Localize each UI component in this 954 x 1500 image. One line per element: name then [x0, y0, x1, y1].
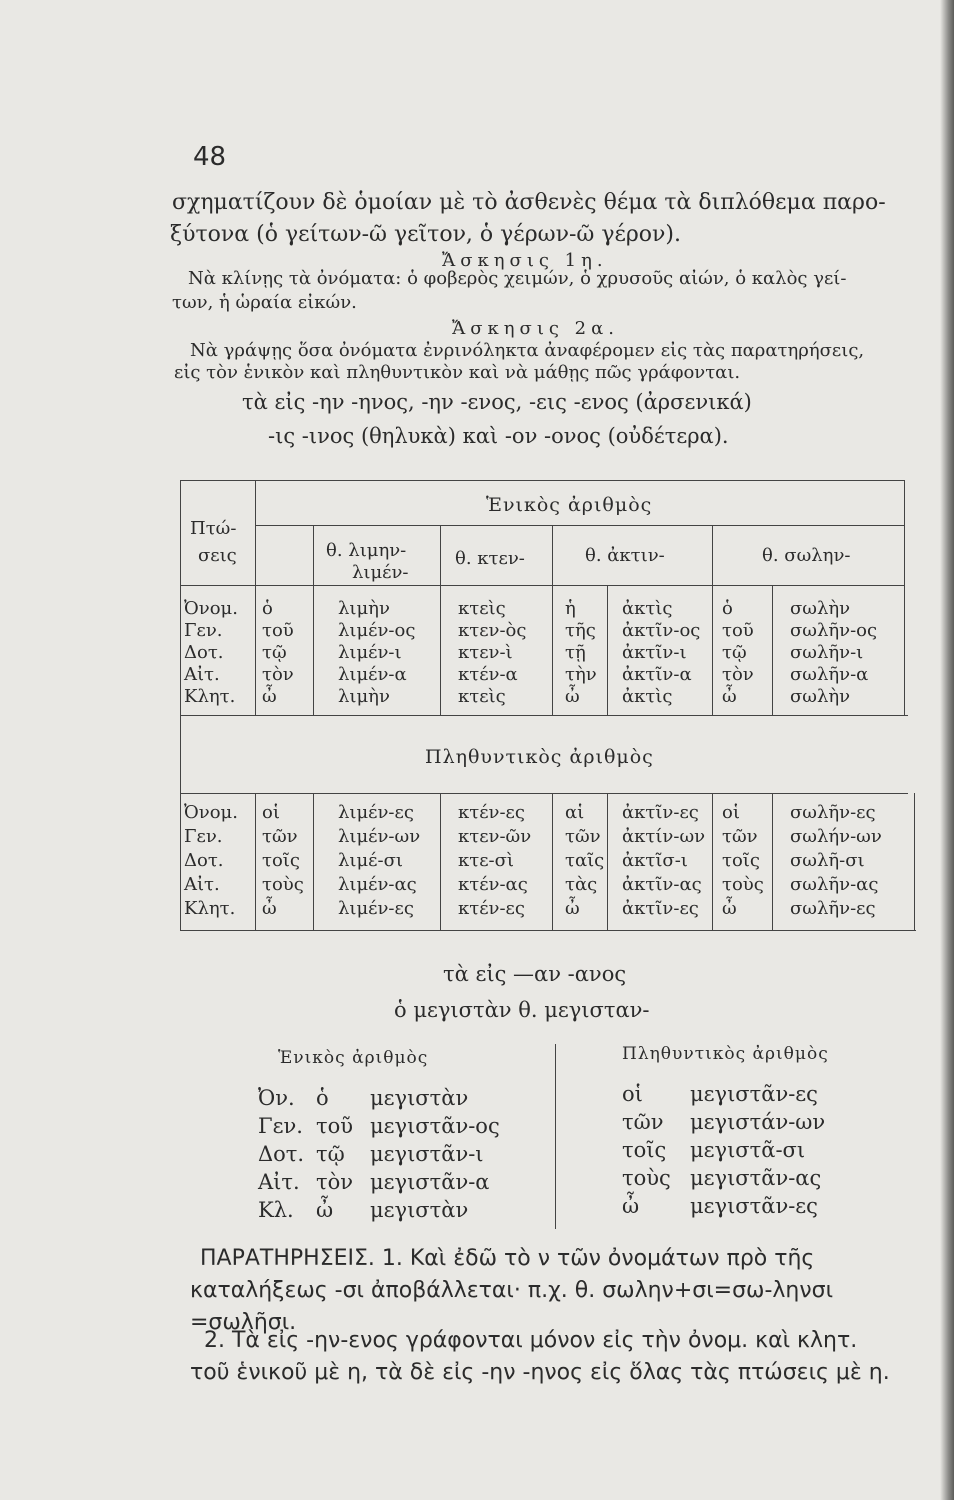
megistan-singular-word: μεγιστὰν [370, 1198, 469, 1222]
megistan-singular-case: Ὀν. [258, 1086, 295, 1110]
cell-w1: λιμὴν [338, 686, 390, 707]
cell-art3: τῇ [565, 642, 586, 663]
cell-case: Δοτ. [184, 642, 224, 663]
megistan-singular-word: μεγιστᾶν-ι [370, 1142, 484, 1166]
cell-w2: κτέν-ες [458, 802, 525, 823]
cell-w3: ἀκτῖν-α [622, 664, 692, 685]
cell-art4: ὁ [722, 598, 733, 619]
cell-art4: ὦ [722, 898, 737, 919]
plural-title: Πληθυντικὸς ἀριθμὸς [425, 746, 654, 768]
cell-w2: κτέν-ας [458, 874, 528, 895]
cell-art1: τῷ [262, 642, 287, 663]
cell-art3: ταῖς [565, 850, 605, 871]
megistan-singular-art: ὁ [316, 1086, 329, 1110]
cell-w3: ἀκτίν-ων [622, 826, 706, 847]
cell-art1: ὦ [262, 898, 277, 919]
cell-w1: λιμὴν [338, 598, 390, 619]
cell-w4: σωλῆν-ας [790, 874, 879, 895]
page-edge-shadow [940, 0, 954, 1500]
exercise-1-line-1: Νὰ κλίνῃς τὰ ὀνόματα: ὁ φοβερὸς χειμών, ὁ χρυσοῦς αἰών, ὁ καλὸς γεί- [188, 268, 847, 289]
table-plural-top-rule [180, 793, 908, 794]
cell-art3: τὴν [565, 664, 597, 685]
table-singular-bottom-rule [180, 715, 908, 716]
cell-art3: ὦ [565, 686, 580, 707]
megistan-plural-art: οἱ [622, 1082, 643, 1106]
singular-title: Ἑνικὸς ἀριθμὸς [486, 494, 653, 516]
cell-w4: σωλῆν-ες [790, 898, 876, 919]
stem-2: θ. κτεν- [455, 548, 525, 569]
stem-3: θ. ἀκτιν- [585, 545, 665, 566]
cell-w4: σωλὴν [790, 686, 851, 707]
exercise-1-line-2: των, ἡ ὡραία εἰκών. [172, 292, 357, 313]
table-col-divider-2 [440, 526, 441, 715]
cell-w1: λιμέν-ος [338, 620, 416, 641]
intro-line-2: ξύτονα (ὁ γείτων-ῶ γεῖτον, ὁ γέρων-ῶ γέρον). [170, 222, 681, 247]
cell-art3: τῆς [565, 620, 596, 641]
megistan-singular-art: τῷ [316, 1142, 345, 1166]
stem-1-line-1: θ. λιμην- [326, 540, 407, 561]
table-col-divider-1 [313, 526, 314, 715]
cell-w2: κτεν-ὶ [458, 642, 513, 663]
megistan-singular-art: ὦ [316, 1198, 334, 1222]
cell-case: Ὀνομ. [184, 802, 238, 823]
cell-art1: τοὺς [262, 874, 304, 895]
stem-4: θ. σωλην- [762, 545, 851, 566]
cell-case: Δοτ. [184, 850, 224, 871]
megistan-singular-title: Ἑνικὸς ἀριθμὸς [278, 1048, 429, 1068]
cell-art4: τοὺς [722, 874, 764, 895]
cell-w4: σωλῆν-ι [790, 642, 864, 663]
cell-art4: τοῦ [722, 620, 754, 641]
cell-w3: ἀκτῖν-ες [622, 898, 699, 919]
table-col-divider-4 [607, 585, 608, 715]
cell-w1: λιμέ-σι [338, 850, 403, 871]
table-col-divider-3p [552, 793, 553, 930]
cell-w2: κτέν-α [458, 664, 518, 685]
cell-w1: λιμέν-ας [338, 874, 417, 895]
megistan-singular-word: μεγιστᾶν-α [370, 1170, 490, 1194]
intro-line-1: σχηματίζουν δὲ ὁμοίαν μὲ τὸ ἀσθενὲς θέμα τὰ διπλόθεμα παρο- [172, 190, 886, 215]
megistan-plural-art: τοῖς [622, 1138, 667, 1162]
megistan-singular-case: Κλ. [258, 1198, 294, 1222]
megistan-singular-case: Δοτ. [258, 1142, 305, 1166]
cell-art1: οἱ [262, 802, 280, 823]
cell-w3: ἀκτῖν-ες [622, 802, 699, 823]
notes-line-2: καταλήξεως -σι ἀποβάλλεται· π.χ. θ. σωλην+σι=σω-ληνσι [190, 1278, 834, 1303]
cell-w1: λιμέν-ες [338, 898, 414, 919]
table-case-divider-plural [255, 793, 256, 930]
cell-w4: σωλῆν-ες [790, 802, 876, 823]
cell-art3: ἡ [565, 598, 576, 619]
table-bottom-rule [180, 930, 916, 931]
cell-w2: κτεὶς [458, 598, 506, 619]
cell-art1: τὸν [262, 664, 294, 685]
cell-art4: ὦ [722, 686, 737, 707]
table-col-divider-5 [712, 526, 713, 715]
table-col-divider-4p [607, 793, 608, 930]
cases-label-1: Πτώ- [190, 518, 237, 539]
cell-case: Κλητ. [184, 686, 236, 707]
table-right-rule-plural [914, 793, 915, 930]
stem-1-line-2: λιμέν- [352, 562, 409, 583]
page-number: 48 [193, 142, 227, 172]
exercise-2-line-2: εἰς τὸν ἑνικὸν καὶ πληθυντικὸν καὶ νὰ μάθῃς πῶς γράφονται. [174, 362, 741, 383]
cell-w3: ἀκτῖσ-ι [622, 850, 688, 871]
megistan-singular-case: Αἰτ. [258, 1170, 300, 1194]
cell-art4: οἱ [722, 802, 740, 823]
cell-art1: τοῦ [262, 620, 294, 641]
cell-art3: τὰς [565, 874, 598, 895]
exercise-2-heading: Ἄσκησις 2α. [452, 318, 620, 339]
cell-w2: κτέν-ες [458, 898, 525, 919]
table-col-divider-6p [772, 793, 773, 930]
megistan-rule: τὰ εἰς —αν -ανος [443, 962, 627, 986]
table-case-divider [255, 480, 256, 715]
megistan-plural-word: μεγιστάν-ων [690, 1110, 826, 1134]
cell-art3: αἱ [565, 802, 585, 823]
table-col-divider-1p [313, 793, 314, 930]
cases-label-2: σεις [198, 545, 237, 566]
megistan-plural-art: τῶν [622, 1110, 664, 1134]
cell-w2: κτε-σὶ [458, 850, 514, 871]
cell-w3: ἀκτῖν-ος [622, 620, 701, 641]
megistan-plural-word: μεγιστᾶν-ας [690, 1166, 822, 1190]
table-col-divider-3 [552, 526, 553, 715]
exercise-2-line-1: Νὰ γράψῃς ὅσα ὀνόματα ἐνρινόληκτα ἀναφέρομεν εἰς τὰς παρατηρήσεις, [190, 340, 865, 361]
table-top-rule [180, 480, 904, 481]
megistan-plural-title: Πληθυντικὸς ἀριθμὸς [622, 1044, 829, 1064]
cell-art4: τοῖς [722, 850, 760, 871]
megistan-plural-art: τοὺς [622, 1166, 671, 1190]
table-header-rule [255, 525, 905, 526]
notes-line-5: τοῦ ἑνικοῦ μὲ η, τὰ δὲ εἰς -ην -ηνος εἰς ὅλας τὰς πτώσεις μὲ η. [190, 1360, 890, 1385]
table-left-rule [180, 480, 181, 930]
cell-w1: λιμέν-ες [338, 802, 414, 823]
cell-w3: ἀκτὶς [622, 598, 673, 619]
cell-w2: κτεν-ῶν [458, 826, 532, 847]
cell-art3: τῶν [565, 826, 601, 847]
cell-case: Γεν. [184, 620, 223, 641]
cell-w3: ἀκτῖν-ι [622, 642, 687, 663]
cell-w3: ἀκτῖν-ας [622, 874, 702, 895]
cell-case: Αἰτ. [184, 664, 220, 685]
megistan-divider [555, 1044, 556, 1229]
table-col-divider-6 [772, 585, 773, 715]
cell-w2: κτεὶς [458, 686, 506, 707]
megistan-plural-art: ὦ [622, 1194, 640, 1218]
cell-art1: τῶν [262, 826, 298, 847]
megistan-plural-word: μεγιστᾶ-σι [690, 1138, 806, 1162]
notes-line-4: 2. Τὰ εἰς -ην-ενος γράφονται μόνον εἰς τὴν ὀνομ. καὶ κλητ. [204, 1328, 858, 1353]
megistan-singular-word: μεγιστᾶν-ος [370, 1114, 500, 1138]
cell-w4: σωλῆν-α [790, 664, 869, 685]
cell-case: Ὀνομ. [184, 598, 238, 619]
cell-art1: ὁ [262, 598, 273, 619]
megistan-plural-word: μεγιστᾶν-ες [690, 1194, 818, 1218]
table-col-divider-5p [712, 793, 713, 930]
notes-line-1: ΠΑΡΑΤΗΡΗΣΕΙΣ. 1. Καὶ ἐδῶ τὸ ν τῶν ὀνομάτων πρὸ τῆς [200, 1246, 815, 1271]
cell-w2: κτεν-ὸς [458, 620, 527, 641]
cell-w4: σωλὴν [790, 598, 851, 619]
exercise-1-heading: Ἄσκησις 1η. [442, 250, 608, 271]
cell-w3: ἀκτὶς [622, 686, 673, 707]
cell-art1: ὦ [262, 686, 277, 707]
cell-case: Κλητ. [184, 898, 236, 919]
cell-art1: τοῖς [262, 850, 300, 871]
table-right-rule [904, 480, 905, 715]
rule-line-1: τὰ εἰς -ην -ηνος, -ην -ενος, -εις -ενος (ἀρσενικά) [242, 390, 752, 414]
cell-art3: ὦ [565, 898, 580, 919]
cell-w4: σωλῆ-σι [790, 850, 865, 871]
cell-art4: τῷ [722, 642, 747, 663]
megistan-singular-art: τοῦ [316, 1114, 354, 1138]
table-col-divider-2p [440, 793, 441, 930]
rule-line-2: -ις -ινος (θηλυκὰ) καὶ -ον -ονος (οὐδέτερα). [268, 424, 729, 448]
megistan-plural-word: μεγιστᾶν-ες [690, 1082, 818, 1106]
cell-case: Γεν. [184, 826, 223, 847]
cell-w1: λιμέν-ων [338, 826, 421, 847]
cell-w1: λιμέν-ι [338, 642, 402, 663]
cell-case: Αἰτ. [184, 874, 220, 895]
cell-art4: τῶν [722, 826, 758, 847]
cell-art4: τὸν [722, 664, 754, 685]
cell-w4: σωλῆν-ος [790, 620, 878, 641]
table-stem-rule [180, 585, 904, 586]
megistan-singular-word: μεγιστὰν [370, 1086, 469, 1110]
megistan-example: ὁ μεγιστὰν θ. μεγισταν- [394, 998, 650, 1022]
megistan-singular-case: Γεν. [258, 1114, 303, 1138]
notes-line-3: =σωλῆσι. [190, 1310, 297, 1335]
megistan-singular-art: τὸν [316, 1170, 354, 1194]
cell-w1: λιμέν-α [338, 664, 407, 685]
cell-w4: σωλήν-ων [790, 826, 882, 847]
